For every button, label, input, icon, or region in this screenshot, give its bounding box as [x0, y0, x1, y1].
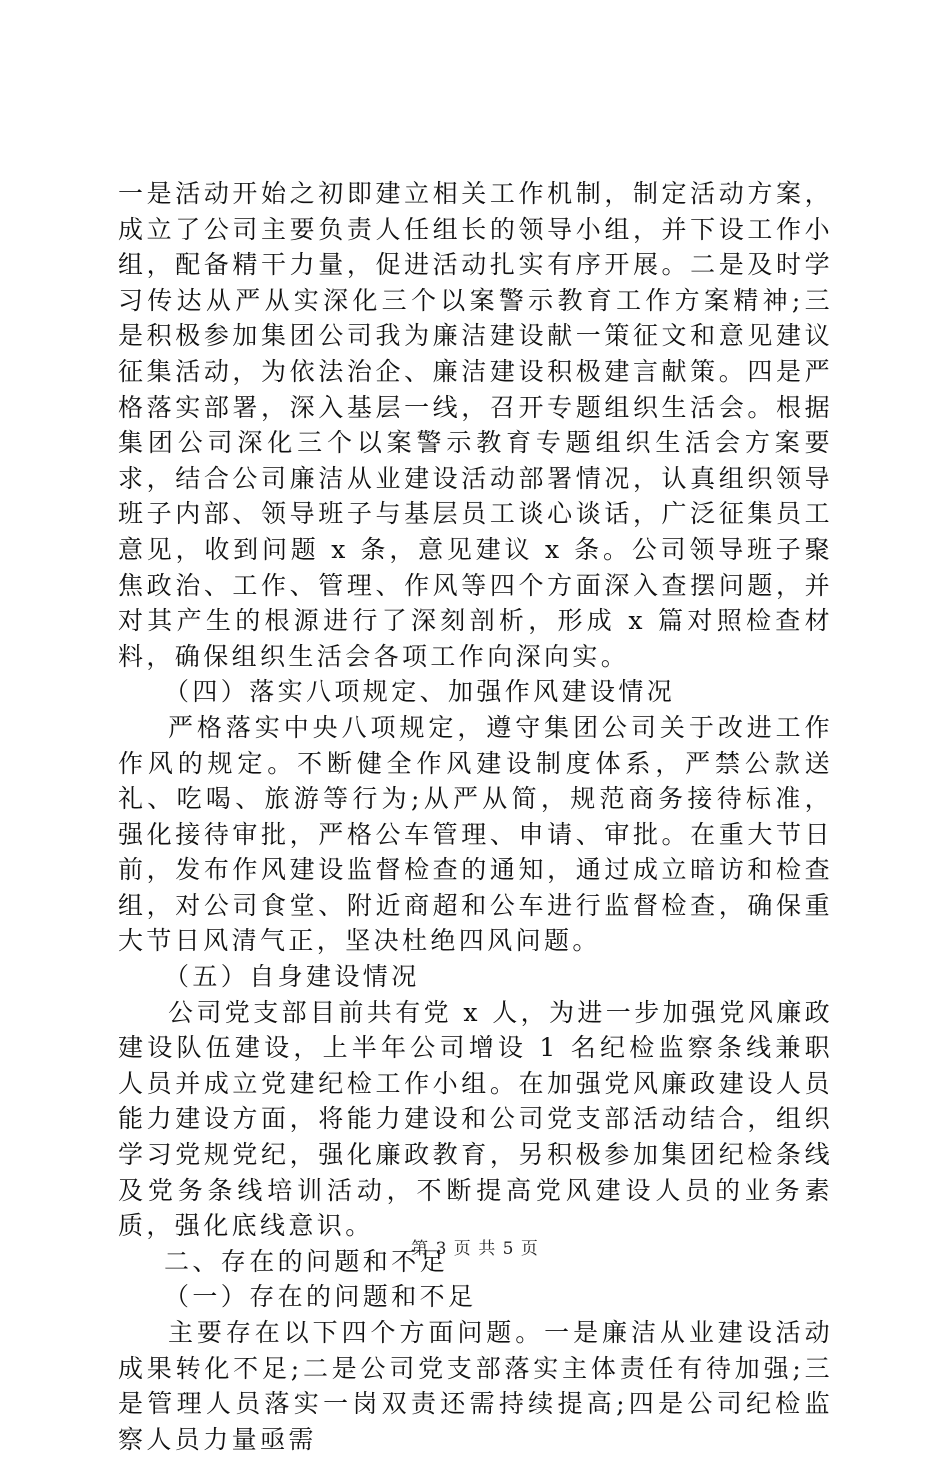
paragraph-self-building: 公司党支部目前共有党 x 人，为进一步加强党风廉政建设队伍建设，上半年公司增设 1 名纪检监察条线兼职人员并成立党建纪检工作小组。在加强党风廉政建设人员能力建设方面，将能力建设和公司党支部活动结合，组织学习党规党纪，强化廉政教育，另积极参加集团纪检条线及党务条线培训活动，不断提高党风建设人员的业务素质，强化底线意识。 [118, 997, 833, 1241]
paragraph-problems: 主要存在以下四个方面问题。一是廉洁从业建设活动成果转化不足;二是公司党支部落实主体责任有待加强;三是管理人员落实一岗双责还需持续提高;四是公司纪检监察人员力量亟需 [118, 1318, 833, 1454]
document-body [118, 176, 833, 1457]
page-footer: 第 3 页 共 5 页 [411, 1239, 539, 1259]
section-heading-problems: 二、存在的问题和不足 [164, 1246, 449, 1276]
paragraph-work-style: 严格落实中央八项规定，遵守集团公司关于改进工作作风的规定。不断健全作风建设制度体系，严禁公款送礼、吃喝、旅游等行为;从严从简，规范商务接待标准，强化接待审批，严格公车管理、申请、审批。在重大节日前，发布作风建设监督检查的通知，通过成立暗访和检查组，对公司食堂、附近商超和公车进行监督检查，确保重大节日风清气正，坚决杜绝四风问题。 [118, 712, 833, 956]
subsection-heading-problems: （一）存在的问题和不足 [164, 1282, 477, 1312]
paragraph-activity-measures: 一是活动开始之初即建立相关工作机制，制定活动方案，成立了公司主要负责人任组长的领导小组，并下设工作小组，配备精干力量，促进活动扎实有序开展。二是及时学习传达从严从实深化三个以案警示教育工作方案精神;三是积极参加集团公司我为廉洁建设献一策征文和意见建议征集活动，为依法治企、廉洁建设积极建言献策。四是严格落实部署，深入基层一线，召开专题组织生活会。根据集团公司深化三个以案警示教育专题组织生活会方案要求，结合公司廉洁从业建设活动部署情况，认真组织领导班子内部、领导班子与基层员工谈心谈话，广泛征集员工意见，收到问题 x 条，意见建议 x 条。公司领导班子聚焦政治、工作、管理、作风等四个方面深入查摆问题，并对其产生的根源进行了深刻剖析，形成 x 篇对照检查材料，确保组织生活会各项工作向深向实。 [118, 179, 833, 671]
section-heading-self-building: （五）自身建设情况 [164, 962, 420, 992]
section-heading-eight-rules: （四）落实八项规定、加强作风建设情况 [164, 677, 676, 707]
